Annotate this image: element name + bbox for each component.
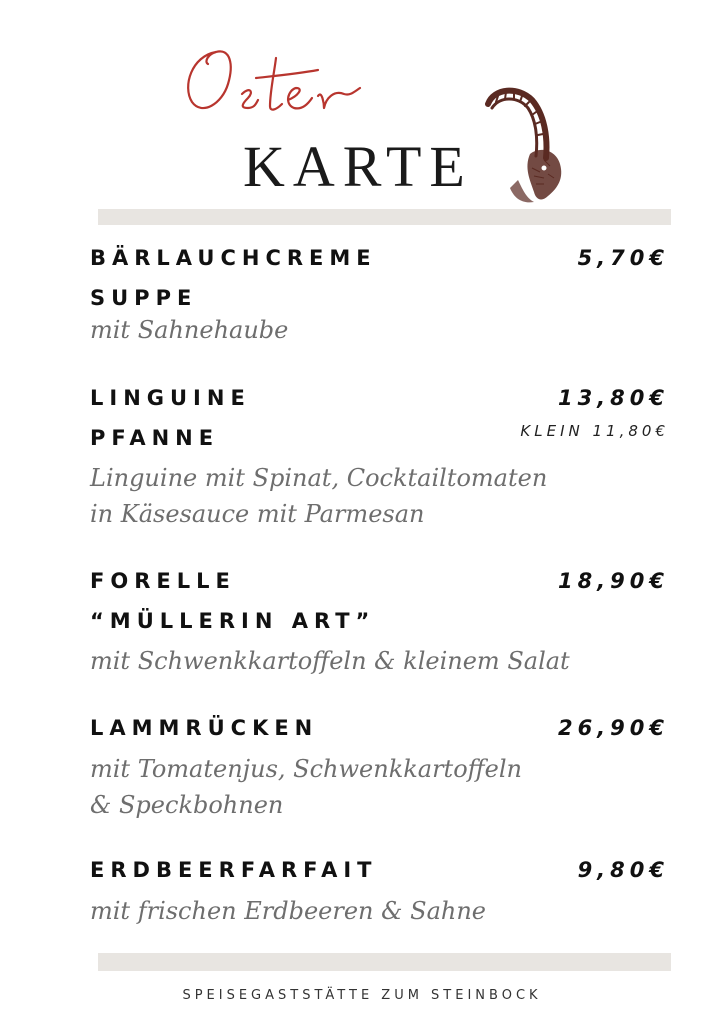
menu-item-description: mit Tomatenjus, Schwenkkartoffeln & Speckbohnen [90,755,522,819]
menu-item-description: mit Sahnehaube [90,316,289,344]
menu-item-price: 26,90€ [557,716,669,740]
menu-item-name: LAMMRÜCKEN [90,716,319,740]
menu-item-price: 18,90€ [557,569,669,593]
menu-item-description: mit frischen Erdbeeren & Sahne [90,897,486,925]
ibex-head-icon [474,84,570,208]
menu-item-name: FORELLE “MÜLLERIN ART” [90,569,376,633]
menu-item-description: Linguine mit Spinat, Cocktailtomaten in Käsesauce mit Parmesan [90,464,548,528]
menu-item-small-price: KLEIN 11,80€ [520,422,669,440]
menu-item-price: 9,80€ [577,858,669,882]
oster-script-logo [178,34,378,126]
menu-item-name: BÄRLAUCHCREME SUPPE [90,246,377,310]
menu-item-description: mit Schwenkkartoffeln & kleinem Salat [90,647,570,675]
menu-item-price: 5,70€ [577,246,669,270]
menu-item-name: LINGUINE PFANNE [90,386,251,450]
menu-title: KARTE [243,134,473,199]
top-divider-bar [98,209,671,225]
menu-item-name: ERDBEERFARFAIT [90,858,378,882]
menu-item-price: 13,80€ [557,386,669,410]
restaurant-name-footer: SPEISEGASTSTÄTTE ZUM STEINBOCK [182,988,542,1003]
bottom-divider-bar [98,953,671,971]
